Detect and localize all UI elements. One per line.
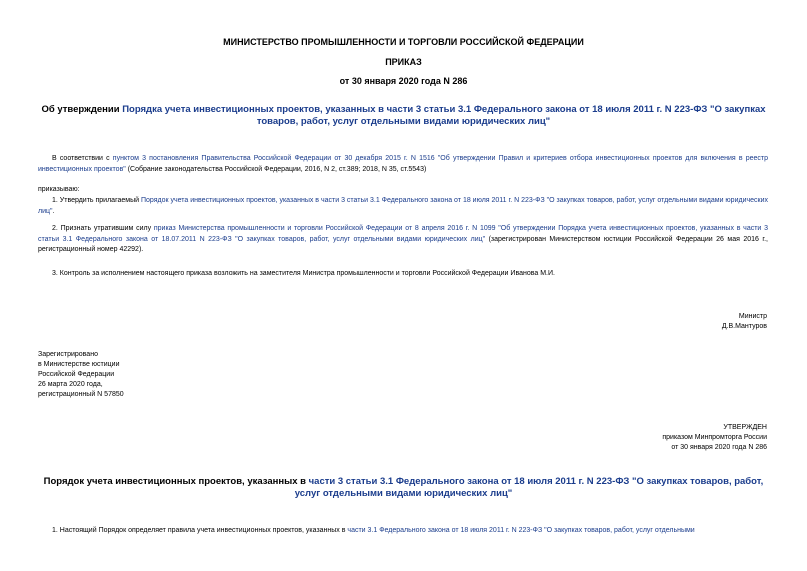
registration-line: 26 марта 2020 года, xyxy=(38,381,103,388)
procedure-p1-text: 1. Настоящий Порядок определяет правила учета инвестиционных проектов, указанных в xyxy=(52,527,348,534)
approved-line: УТВЕРЖДЕН xyxy=(723,424,767,431)
procedure-paragraph-1 xyxy=(38,526,768,537)
approved-block xyxy=(662,423,767,453)
procedure-title-link[interactable]: части 3 статьи 3.1 Федерального закона от 18 июля 2011 г. N 223-ФЗ "О закупках товаров, работ, услуг отдельными видами юридических лиц" xyxy=(294,476,764,499)
item-1-end: . xyxy=(52,207,55,215)
preamble-text-2: (Собрание законодательства Российской Федерации, 2016, N 2, ст.389; 2018, N 35, ст.5543) xyxy=(125,165,427,173)
item-1-text: 1. Утвердить прилагаемый xyxy=(52,197,141,204)
ministry-name: МИНИСТЕРСТВО ПРОМЫШЛЕННОСТИ И ТОРГОВЛИ РОССИЙСКОЙ ФЕДЕРАЦИИ xyxy=(223,37,584,47)
registration-line: Российской Федерации xyxy=(38,371,115,378)
preamble-text-1: В соответствии с xyxy=(52,155,113,162)
item-2 xyxy=(38,224,768,256)
approved-line: приказом Минпромторга России xyxy=(662,434,767,441)
order-word: приказываю: xyxy=(38,186,80,193)
preamble-link[interactable]: пунктом 3 постановления Правительства Российской Федерации от 30 декабря 2015 г. N 1516 "Об утверждении Правил и критериев отбора инвестиционных проектов для включения в реестр инвестиционных проектов" xyxy=(38,155,769,173)
preamble-paragraph xyxy=(38,154,768,175)
order-title-link[interactable]: Порядка учета инвестиционных проектов, указанных в части 3 статьи 3.1 Федерального закона от 18 июля 2011 г. N 223-ФЗ "О закупках товаров, работ, услуг отдельными видами юридических лиц" xyxy=(122,104,766,127)
registration-line: в Министерстве юстиции xyxy=(38,361,120,368)
registration-block xyxy=(38,350,124,400)
registration-line: Зарегистрировано xyxy=(38,351,98,358)
procedure-title xyxy=(40,476,767,500)
item-2-text: 2. Признать утратившим силу xyxy=(52,225,154,232)
registration-line: регистрационный N 57850 xyxy=(38,391,124,398)
signature-name: Д.В.Мантуров xyxy=(721,323,767,330)
signature-position: Министр xyxy=(738,313,767,320)
item-3: 3. Контроль за исполнением настоящего приказа возложить на заместителя Министра промышленности и торговли Российской Федерации Иванова М.И. xyxy=(52,270,555,277)
item-1 xyxy=(38,196,768,217)
doc-type: ПРИКАЗ xyxy=(385,57,422,67)
item-2-end: (зарегистрирован Министерством юстиции Российской Федерации 26 мая 2016 г., регистрационный номер 42292). xyxy=(38,235,768,253)
doc-date: от 30 января 2020 года N 286 xyxy=(339,76,468,86)
order-title xyxy=(40,104,767,128)
procedure-title-prefix: Порядок учета инвестиционных проектов, указанных в xyxy=(43,476,309,487)
procedure-p1-link[interactable]: части 3.1 Федерального закона от 18 июля 2011 г. N 223-ФЗ "О закупках товаров, работ, услуг отдельными xyxy=(347,527,695,534)
item-1-link[interactable]: Порядок учета инвестиционных проектов, указанных в части 3 статьи 3.1 Федерального закона от 18 июля 2011 г. N 223-ФЗ "О закупках товаров, работ, услуг отдельными видами юридических лиц" xyxy=(38,197,768,215)
item-2-link[interactable]: приказ Министерства промышленности и торговли Российской Федерации от 8 апреля 2016 г. N 1099 "Об утверждении Порядка учета инвестиционных проектов, указанных в части 3 статьи 3.1 Федерального закона от 18.07.2011 N 223-ФЗ "О закупках товаров, работ, услуг отдельными видами юридических лиц" xyxy=(38,225,768,243)
order-title-prefix: Об утверждении xyxy=(41,104,123,115)
approved-line: от 30 января 2020 года N 286 xyxy=(671,444,767,451)
